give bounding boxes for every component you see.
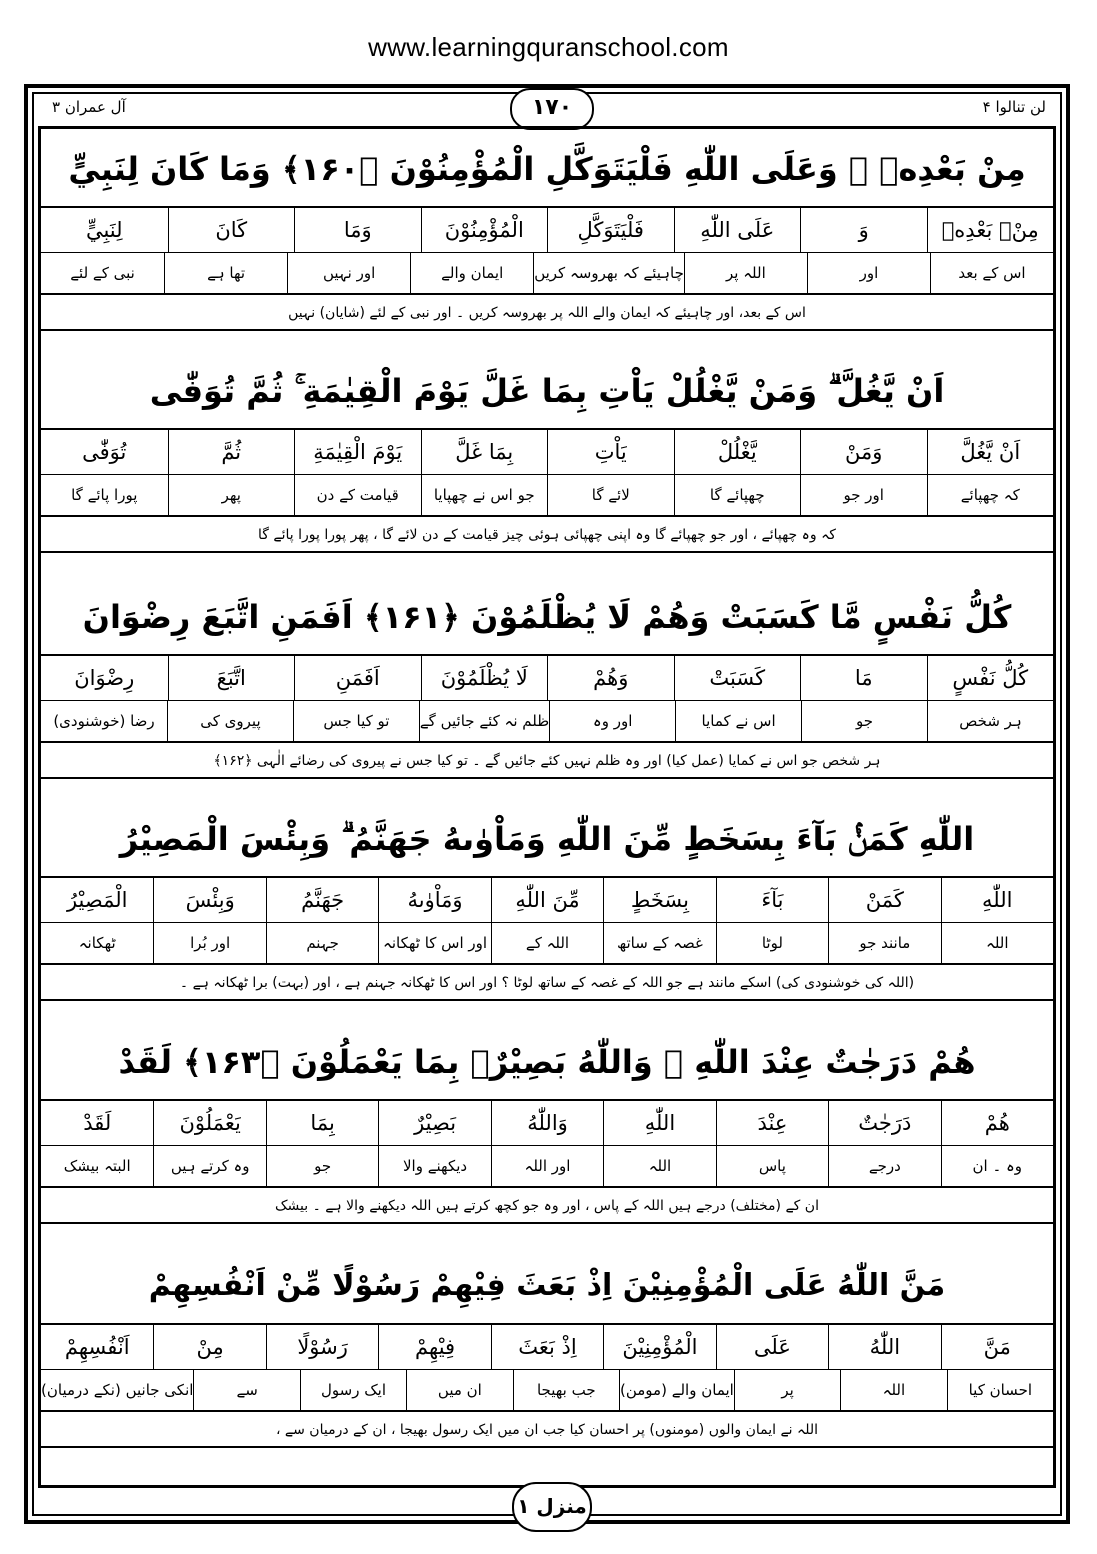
- translation-line: (اللہ کی خوشنودی کی) اسکے مانند ہے جو اللہ کے غصہ کے ساتھ لوٹا ؟ اور اس کا ٹھکانہ جہنم ہے ، اور (بہت) برا ٹھکانہ ہے ۔: [41, 965, 1053, 1001]
- meaning-cell: پھر: [168, 475, 295, 515]
- translation-line: اس کے بعد، اور چاہیئے کہ ایمان والے اللہ پر بھروسہ کریں ۔ اور نبی کے لئے (شایان) نہیں: [41, 295, 1053, 331]
- word-cell: وَبِئْسَ: [153, 878, 265, 922]
- word-cell: رِضْوَانَ: [74, 666, 135, 690]
- word-cell: وَمَا: [294, 208, 421, 252]
- word-cell: وَهُمْ: [547, 656, 674, 700]
- ayah-line: اَنْ يَّغُلَّ ۗ وَمَنْ يَّغْلُلْ يَاْتِ بِمَا غَلَّ يَوْمَ الْقِيٰمَةِ ۚ ثُمَّ تُوَفّٰى: [41, 352, 1053, 430]
- word-row: [41, 430, 1053, 475]
- word-cell: كَسَبَتْ: [674, 656, 801, 700]
- meaning-cell: ایمان والے (مومن): [619, 1370, 734, 1410]
- word-cell: عِنْدَ: [716, 1101, 828, 1145]
- meaning-cell: چھپائے گا: [674, 475, 801, 515]
- meaning-cell: تو کیا جس: [293, 701, 419, 741]
- meaning-cell: وہ ۔ ان: [941, 1146, 1053, 1186]
- word-row: [41, 1325, 1053, 1370]
- word-row: [41, 1101, 1053, 1146]
- word-cell: وَمَنْ: [800, 430, 927, 474]
- ayah-line: مِنْ بَعْدِهٖ ۗ وَعَلَى اللّٰهِ فَلْيَتَوَكَّلِ الْمُؤْمِنُوْنَ ﴿۱۶۰﴾ وَمَا كَانَ لِنَبِيٍّ: [41, 130, 1053, 208]
- word-cell: لَقَدْ: [83, 1111, 112, 1135]
- word-cell: بِمَا غَلَّ: [421, 430, 548, 474]
- meaning-cell: احسان کیا: [947, 1370, 1053, 1410]
- meaning-cell: ٹھکانہ: [78, 934, 116, 952]
- meaning-cell: اللہ کے: [491, 923, 603, 963]
- translation-line: کہ وہ چھپائے ، اور جو چھپائے گا وہ اپنی چھپائی ہوئی چیز قیامت کے دن لائے گا ، پھر پورا پورا پائے گا: [41, 517, 1053, 553]
- word-cell: وَاللّٰهُ: [491, 1101, 603, 1145]
- word-cell: لِنَبِيٍّ: [85, 218, 123, 242]
- word-row: [41, 208, 1053, 253]
- meaning-cell: جو اس نے چھپایا: [421, 475, 548, 515]
- word-cell: جَهَنَّمُ: [266, 878, 378, 922]
- meaning-cell: قیامت کے دن: [294, 475, 421, 515]
- word-cell: ثُمَّ: [168, 430, 295, 474]
- translation-line: ہر شخص جو اس نے کمایا (عمل کیا) اور وہ ظلم نہیں کئے جائیں گے ۔ تو کیا جس نے پیروی کی رضائے الٰہی ﴿۱۶۲﴾: [41, 743, 1053, 779]
- word-cell: اللّٰهُ: [828, 1325, 940, 1369]
- meaning-cell: نبی کے لئے: [70, 264, 135, 282]
- meaning-cell: اللہ: [603, 1146, 715, 1186]
- word-cell: تُوَفّٰى: [82, 440, 127, 464]
- meaning-cell: انکی جانیں (نکے درمیان): [41, 1381, 194, 1399]
- word-cell: مِّنَ اللّٰهِ: [491, 878, 603, 922]
- meaning-cell: وہ کرتے ہیں: [153, 1146, 265, 1186]
- word-cell: هُمْ: [941, 1101, 1053, 1145]
- meaning-cell: ظلم نہ کئے جائیں گے: [419, 701, 549, 741]
- verse-block: [41, 800, 1053, 1001]
- translation-line: ان کے (مختلف) درجے ہیں اللہ کے پاس ، اور وہ جو کچھ کرتے ہیں اللہ دیکھنے والا ہے ۔ بیشک: [41, 1188, 1053, 1224]
- meaning-cell: اللہ پر: [684, 253, 807, 293]
- meaning-cell: اور جو: [800, 475, 927, 515]
- meaning-cell: تھا ہے: [164, 253, 287, 293]
- word-row: [41, 656, 1053, 701]
- meaning-cell: کہ چھپائے: [927, 475, 1054, 515]
- meaning-cell: لوٹا: [716, 923, 828, 963]
- meaning-cell: پاس: [716, 1146, 828, 1186]
- page-number: ۱۷۰: [510, 88, 594, 130]
- verse-block: [41, 352, 1053, 553]
- word-cell: رَسُوْلًا: [266, 1325, 378, 1369]
- word-cell: عَلَى: [716, 1325, 828, 1369]
- meaning-cell: اور وہ: [549, 701, 675, 741]
- meaning-cell: ان میں: [406, 1370, 512, 1410]
- juz-label: لن تنالوا ۴: [982, 98, 1046, 116]
- verse-block: [41, 130, 1053, 331]
- meaning-cell: ایمان والے: [410, 253, 533, 293]
- meaning-row: [41, 1370, 1053, 1412]
- meaning-cell: اللہ: [840, 1370, 946, 1410]
- word-cell: الْمَصِيْرُ: [66, 888, 128, 912]
- verse-block: [41, 1247, 1053, 1448]
- word-cell: مِنْ: [153, 1325, 265, 1369]
- verse-block: [41, 578, 1053, 779]
- manzil-badge: منزل ۱: [512, 1482, 592, 1532]
- meaning-cell: ایک رسول: [300, 1370, 406, 1410]
- word-cell: فَلْيَتَوَكَّلِ: [547, 208, 674, 252]
- word-cell: بِسَخَطٍ: [603, 878, 715, 922]
- word-cell: فِيْهِمْ: [378, 1325, 490, 1369]
- meaning-cell: لائے گا: [547, 475, 674, 515]
- meaning-row: [41, 1146, 1053, 1188]
- word-cell: اِذْ بَعَثَ: [491, 1325, 603, 1369]
- meaning-cell: دیکھنے والا: [378, 1146, 490, 1186]
- ayah-line: هُمْ دَرَجٰتٌ عِنْدَ اللّٰهِ ۗ وَاللّٰهُ بَصِيْرٌۢ بِمَا يَعْمَلُوْنَ ﴿۱۶۳﴾ لَقَدْ: [41, 1023, 1053, 1101]
- word-cell: اَنْفُسِهِمْ: [64, 1335, 130, 1359]
- word-cell: مِنْۢ بَعْدِهٖ: [927, 208, 1054, 252]
- meaning-cell: اور: [807, 253, 930, 293]
- word-cell: كَمَنْ: [828, 878, 940, 922]
- meaning-cell: اور اس کا ٹھکانہ: [378, 923, 490, 963]
- verse-block: [41, 1023, 1053, 1224]
- word-cell: مَا: [800, 656, 927, 700]
- word-row: [41, 878, 1053, 923]
- word-cell: اَفَمَنِ: [294, 656, 421, 700]
- word-cell: عَلَى اللّٰهِ: [674, 208, 801, 252]
- meaning-cell: جہنم: [266, 923, 378, 963]
- word-cell: يَّغْلُلْ: [674, 430, 801, 474]
- meaning-cell: پر: [734, 1370, 840, 1410]
- meaning-row: [41, 475, 1053, 517]
- word-cell: وَمَاْوٰىهُ: [378, 878, 490, 922]
- meaning-cell: غصہ کے ساتھ: [603, 923, 715, 963]
- word-cell: بَصِيْرٌ: [378, 1101, 490, 1145]
- ayah-line: مَنَّ اللّٰهُ عَلَى الْمُؤْمِنِيْنَ اِذْ بَعَثَ فِيْهِمْ رَسُوْلًا مِّنْ اَنْفُسِهِمْ: [41, 1247, 1053, 1325]
- meaning-cell: درجے: [828, 1146, 940, 1186]
- word-cell: وَ: [800, 208, 927, 252]
- meaning-cell: رضا (خوشنودی): [53, 712, 155, 730]
- word-cell: اللّٰهِ: [941, 878, 1053, 922]
- meaning-cell: اور نہیں: [287, 253, 410, 293]
- site-url: www.learningquranschool.com: [368, 32, 729, 62]
- meaning-cell: اور بُرا: [153, 923, 265, 963]
- word-cell: يَعْمَلُوْنَ: [153, 1101, 265, 1145]
- word-cell: اللّٰهِ: [603, 1101, 715, 1145]
- meaning-row: [41, 253, 1053, 295]
- meaning-cell: چاہیئے کہ بھروسہ کریں: [533, 253, 684, 293]
- word-cell: اَنْ يَّغُلَّ: [927, 430, 1054, 474]
- meaning-cell: اس کے بعد: [930, 253, 1053, 293]
- meaning-cell: جب بھیجا: [513, 1370, 619, 1410]
- meaning-row: [41, 923, 1053, 965]
- surah-label: آل عمران ۳: [52, 98, 126, 116]
- word-cell: بَآءَ: [716, 878, 828, 922]
- meaning-cell: پیروی کی: [167, 701, 293, 741]
- word-cell: مَنَّ: [941, 1325, 1053, 1369]
- word-cell: بِمَا: [266, 1101, 378, 1145]
- meaning-cell: مانند جو: [828, 923, 940, 963]
- word-cell: الْمُؤْمِنُوْنَ: [421, 208, 548, 252]
- ayah-line: اللّٰهِ كَمَنْۢ بَآءَ بِسَخَطٍ مِّنَ اللّٰهِ وَمَاْوٰىهُ جَهَنَّمُ ۗ وَبِئْسَ الْمَصِيْرُ: [41, 800, 1053, 878]
- meaning-cell: سے: [193, 1370, 299, 1410]
- word-cell: يَاْتِ: [547, 430, 674, 474]
- ayah-line: كُلُّ نَفْسٍ مَّا كَسَبَتْ وَهُمْ لَا يُظْلَمُوْنَ ﴿۱۶۱﴾ اَفَمَنِ اتَّبَعَ رِضْوَانَ: [41, 578, 1053, 656]
- word-cell: اتَّبَعَ: [168, 656, 295, 700]
- meaning-cell: اور اللہ: [491, 1146, 603, 1186]
- word-cell: دَرَجٰتٌ: [828, 1101, 940, 1145]
- meaning-cell: اس نے کمایا: [675, 701, 801, 741]
- translation-line: اللہ نے ایمان والوں (مومنوں) پر احسان کیا جب ان میں ایک رسول بھیجا ، ان کے درمیان سے ،: [41, 1412, 1053, 1448]
- word-cell: كَانَ: [168, 208, 295, 252]
- meaning-cell: ہر شخص: [927, 701, 1053, 741]
- meaning-cell: اللہ: [941, 923, 1053, 963]
- meaning-cell: پورا پائے گا: [71, 486, 138, 504]
- meaning-cell: جو: [801, 701, 927, 741]
- meaning-cell: البتہ بیشک: [63, 1157, 131, 1175]
- word-cell: الْمُؤْمِنِيْنَ: [603, 1325, 715, 1369]
- word-cell: لَا يُظْلَمُوْنَ: [421, 656, 548, 700]
- word-cell: كُلُّ نَفْسٍ: [927, 656, 1054, 700]
- meaning-row: [41, 701, 1053, 743]
- meaning-cell: جو: [266, 1146, 378, 1186]
- word-cell: يَوْمَ الْقِيٰمَةِ: [294, 430, 421, 474]
